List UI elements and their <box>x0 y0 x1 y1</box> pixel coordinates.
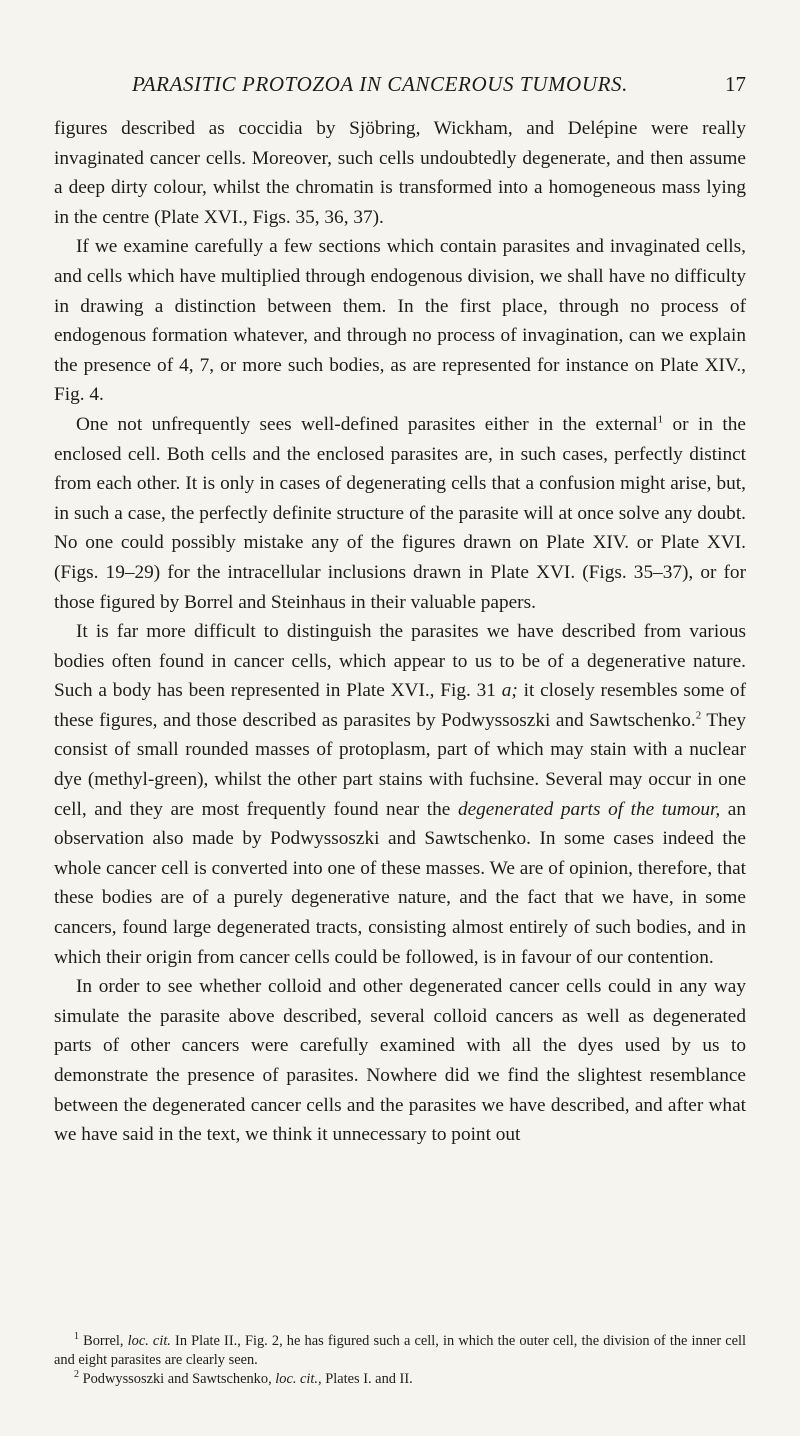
footnote-2: $^2$ Podwyssoszki and Sawtschenko, loc. cit., Plates I. and II. <box>74 1369 413 1387</box>
footnotes <box>54 1332 746 1389</box>
paragraph-5: In order to see whether colloid and other degenerated cancer cells could in any way simulate the parasite above described, several colloid cancers as well as degenerated parts of other cancers were carefully examined with all the dyes used by us to demonstrate the presence of parasites. Nowhere did we find the slightest resemblance between the degenerated cancer cells and the parasites we have described, and after what we have said in the text, we think it unnecessary to point out <box>54 976 746 1146</box>
paragraph-1: figures described as coccidia by Sjöbring, Wickham, and Delépine were really invaginated cancer cells. Moreover, such cells undoubtedly degenerate, and then assume a deep dirty colour, whilst the chromatin is transformed into a homogeneous mass lying in the centre (Plate XVI., Figs. 35, 36, 37). <box>54 118 746 228</box>
body-text <box>54 114 746 1150</box>
footnote-1: $^1$ Borrel, loc. cit. In Plate II., Fig. 2, he has figured such a cell, in which the outer cell, the division of the inner cell and eight parasites are clearly seen. <box>54 1331 747 1368</box>
paragraph-4: It is far more difficult to distinguish the parasites we have described from various bodies often found in cancer cells, which appear to us to be of a degenerative nature. Such a body has been represented in Plate XVI., Fig. 31 a; it closely resembles some of these figures, and those described as parasites by Podwyssoszki and Sawtschenko.$^2$ They consist of small rounded masses of protoplasm, part of which may stain with a nuclear dye (methyl-green), whilst the other part stains with fuchsine. Several may occur in one cell, and they are most frequently found near the degenerated parts of the tumour, an observation also made by Podwyssoszki and Sawtschenko. In some cases indeed the whole cancer cell is converted into one of these masses. We are of opinion, therefore, that these bodies are of a purely degenerative nature, and the fact that we have, in some cancers, found large degenerated tracts, consisting almost entirely of such bodies, and in which their origin from cancer cells could be followed, is in favour of our contention. <box>54 621 747 968</box>
paragraph-2: If we examine carefully a few sections which contain parasites and invaginated cells, and cells which have multiplied through endogenous division, we shall have no difficulty in drawing a distinction between them. In the first place, through no process of endogenous formation whatever, and through no process of invagination, can we explain the presence of 4, 7, or more such bodies, as are represented for instance on Plate XIV., Fig. 4. <box>54 236 746 406</box>
page-header <box>54 72 746 108</box>
page-number: 17 <box>725 72 746 96</box>
footnote-ref-2: 2 <box>695 709 702 722</box>
emphasis-text: degenerated parts of the tumour, <box>457 798 721 820</box>
paragraph-3: One not unfrequently sees well-defined parasites either in the external$^1$ or in the enclosed cell. Both cells and the enclosed parasites are, in such cases, perfectly distinct from each other. It is only in cases of degenerating cells that a confusion might arise, but, in such a case, the perfectly definite structure of the parasite will at once solve any doubt. No one could possibly mistake any of the figures drawn on Plate XIV. or Plate XVI. (Figs. 19–29) for the intracellular inclusions drawn in Plate XVI. (Figs. 35–37), or for those figured by Borrel and Steinhaus in their valuable papers. <box>54 413 746 613</box>
figure-letter: a; <box>501 680 518 702</box>
footnote-ref-1: 1 <box>657 413 664 426</box>
running-head: PARASITIC PROTOZOA IN CANCEROUS TUMOURS. <box>132 72 628 96</box>
